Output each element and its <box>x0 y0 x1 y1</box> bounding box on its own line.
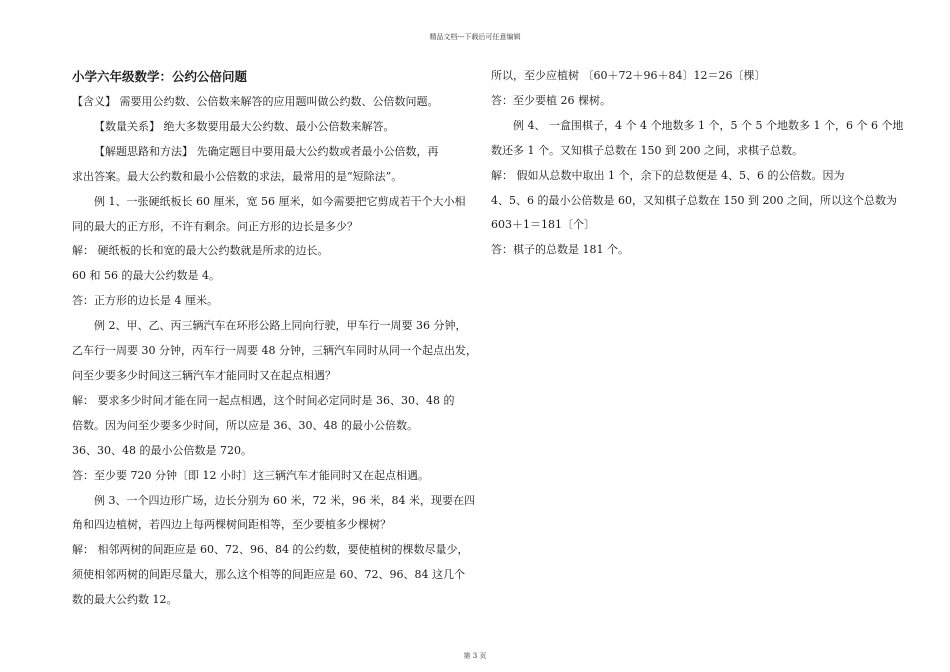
left-column <box>72 64 477 613</box>
example-2-solution-cont: 倍数。因为问至少要多少时间，所以应是 36、30、48 的最小公倍数。 <box>72 418 418 432</box>
method-line: 【解题思路和方法】 先确定题目中要用最大公约数或者最小公倍数，再 <box>94 144 439 158</box>
example-3-solution-cont: 所以，至少应植树 〔60＋72＋96＋84〕12＝26〔棵〕 <box>491 69 766 82</box>
example-1-question-cont: 同的最大的正方形，不许有剩余。问正方形的边长是多少？ <box>72 219 358 233</box>
definition-line: 【含义】 需要用公约数、公倍数来解答的应用题叫做公约数、公倍数问题。 <box>72 95 439 108</box>
example-1-solution: 解： 硬纸板的长和宽的最大公约数就是所求的边长。 <box>72 244 329 258</box>
method-line-cont: 求出答案。最大公约数和最小公倍数的求法，最常用的是“短除法”。 <box>72 169 403 183</box>
example-4-question: 例 4、 一盒围棋子，4 个 4 个地数多 1 个，5 个 5 个地数多 1 个，6 个 6 个地 <box>513 118 904 132</box>
example-1-solution-cont: 60 和 56 的最大公约数是 4。 <box>72 269 220 283</box>
example-2-question-cont: 问至少要多少时间这三辆汽车才能同时又在起点相遇？ <box>72 368 336 382</box>
page-header: 精品文档---下载后可任意编辑 <box>429 33 521 41</box>
example-2-question: 例 2、甲、乙、丙三辆汽车在环形公路上同向行驶，甲车行一周要 36 分钟， <box>94 319 467 333</box>
document-title: 小学六年级数学：公约公倍问题 <box>72 69 248 84</box>
right-column <box>491 64 904 263</box>
example-4-solution-cont: 4、5、6 的最小公倍数是 60，又知棋子总数在 150 到 200 之间，所以这个总数为 <box>491 193 897 207</box>
example-2-question-cont: 乙车行一周要 30 分钟，丙车行一周要 48 分钟，三辆汽车同时从同一个起点出发， <box>72 344 477 358</box>
example-3-solution-cont: 须使相邻两树的间距尽量大，那么这个相等的间距应是 60、72、96、84 这几个 <box>72 568 465 582</box>
example-4-solution-cont: 603＋1＝181〔个〕 <box>491 218 595 232</box>
example-2-solution-cont: 36、30、48 的最小公倍数是 720。 <box>72 443 252 457</box>
example-3-solution: 解： 相邻两树的间距应是 60、72、96、84 的公约数，要使植树的棵数尽量少， <box>72 543 469 557</box>
example-4-solution: 解： 假如从总数中取出 1 个，余下的总数便是 4、5、6 的公倍数。因为 <box>491 168 845 182</box>
example-1-question: 例 1、一张硬纸板长 60 厘米，宽 56 厘米，如今需要把它剪成若干个大小相 <box>94 194 466 208</box>
example-3-solution-cont: 数的最大公约数 12。 <box>72 593 178 607</box>
example-2-solution: 解： 要求多少时间才能在同一起点相遇，这个时间必定同时是 36、30、48 的 <box>72 393 455 407</box>
example-1-answer: 答：正方形的边长是 4 厘米。 <box>72 294 218 308</box>
example-4-answer: 答：棋子的总数是 181 个。 <box>491 243 629 257</box>
quantity-relation-line: 【数量关系】 绝大多数要用最大公约数、最小公倍数来解答。 <box>94 119 395 133</box>
page-number: 第 3 页 <box>463 652 487 660</box>
example-2-answer: 答：至少要 720 分钟〔即 12 小时〕这三辆汽车才能同时又在起点相遇。 <box>72 468 429 482</box>
example-3-answer: 答：至少要植 26 棵树。 <box>491 93 611 107</box>
example-3-question-cont: 角和四边植树，若四边上每两棵树间距相等，至少要植多少棵树？ <box>72 518 391 532</box>
example-4-question-cont: 数还多 1 个。又知棋子总数在 150 到 200 之间，求棋子总数。 <box>491 143 803 157</box>
example-3-question: 例 3、一个四边形广场，边长分别为 60 米，72 米，96 米，84 米，现要在四 <box>94 493 475 507</box>
